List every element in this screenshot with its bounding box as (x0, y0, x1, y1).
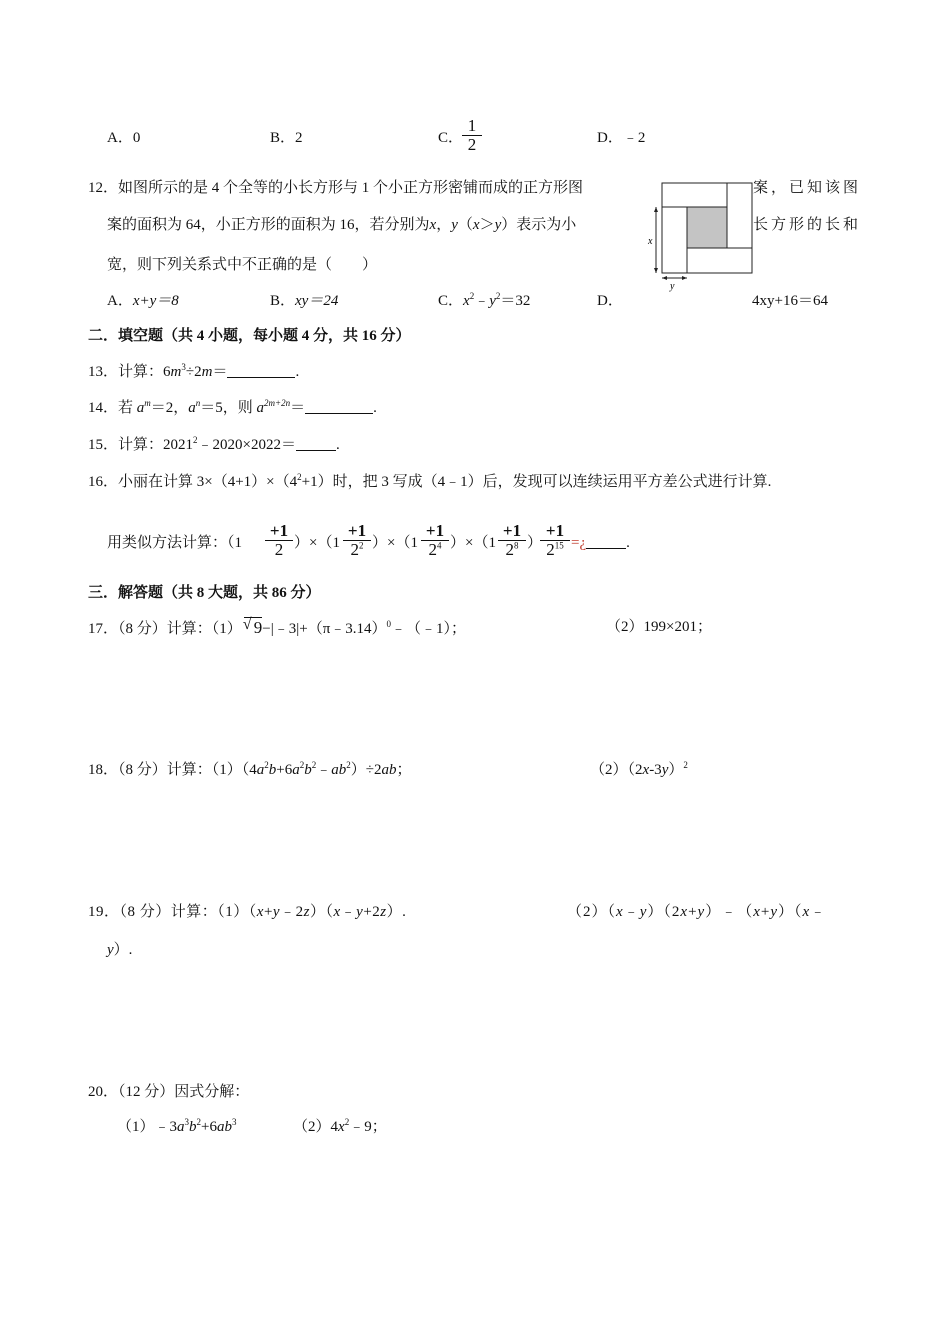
q16-separator: ）×（1 (450, 535, 496, 551)
q14-end: . (373, 400, 377, 416)
arrow-right-icon (682, 276, 687, 280)
q17-expr-end: ﹣（﹣1）； (391, 621, 467, 637)
q12-square-figure (645, 180, 757, 292)
exponent: m (144, 398, 151, 408)
fraction-denominator: $2^8$ (505, 540, 519, 559)
section2-heading: 二．填空题（共 4 小题，每小题 4 分，共 16 分） (88, 328, 411, 344)
fraction-denominator: $2^{15}$ (546, 540, 564, 559)
exponent: 3 (181, 362, 186, 372)
q11-option-c-label: C． (438, 130, 464, 146)
q13-eq: ＝ (212, 364, 228, 380)
var-a: a (136, 400, 145, 416)
q12-option-b (270, 291, 338, 311)
q16-line2-prefix: 用类似方法计算：（1 (107, 535, 243, 551)
q12-line2-text: 案的面积为 64，小正方形的面积为 16，若分别为 (107, 217, 430, 233)
q20-heading: 20．（12 分）因式分解： (88, 1084, 250, 1100)
exponent: 2 (193, 435, 198, 445)
fraction-numerator: 1 (462, 117, 482, 136)
q16-fraction-1 (265, 522, 293, 559)
fraction-numerator: +1 (498, 522, 526, 541)
q17-text: 17．（8 分）计算：（1） (88, 621, 242, 637)
q15 (88, 435, 340, 455)
q19-part1: 19．（8 分）计算：（1）（x+y﹣2z）（x﹣y+2z）. (88, 904, 407, 920)
q16-line1 (88, 472, 771, 492)
answer-blank[interactable] (227, 363, 295, 378)
q13-end: . (295, 364, 300, 380)
exponent: 2m+2n (264, 398, 291, 408)
exponent: 2 (683, 760, 688, 770)
exponent: 0 (386, 619, 392, 629)
option-letter: C． (438, 293, 464, 309)
answer-blank[interactable] (296, 436, 336, 451)
q11-option-c-fraction (462, 117, 482, 154)
q18-text: 18．（8 分）计算：（1）（4 (88, 762, 257, 778)
q17-part1 (88, 617, 466, 639)
fraction-numerator: +1 (343, 522, 371, 541)
q13-text: 13．计算：6 (88, 364, 171, 380)
var-y: y (494, 217, 502, 233)
answer-blank[interactable] (305, 399, 373, 414)
q13 (88, 362, 299, 382)
q19-part2: （2）（x﹣y）（2x+y）﹣（x+y）（x﹣ (567, 904, 827, 920)
q16-placeholder-glyph: ¿ (579, 535, 587, 551)
q12-option-d-label: D． (597, 293, 623, 309)
fraction-numerator: +1 (265, 522, 293, 541)
q14 (88, 398, 377, 418)
exponent: 2 (297, 472, 302, 482)
option-expression: x+y＝8 (132, 293, 179, 309)
q19-line2: y）. (107, 942, 133, 958)
q16-fraction-2 (343, 522, 371, 559)
q16-separator: ） (527, 535, 543, 551)
q18-part2-text: （2）（2 (590, 762, 643, 778)
q12-line1: 12．如图所示的是 4 个全等的小长方形与 1 个小正方形密铺而成的正方形图 (88, 180, 584, 196)
q11-option-b: B．2 (270, 130, 303, 146)
q12-line2-paren: （ (457, 217, 473, 233)
q12-line3: 宽，则下列关系式中不正确的是（ ） (107, 257, 378, 273)
rect-left (662, 207, 687, 273)
rect-right (727, 183, 752, 248)
q16-fraction-5 (540, 522, 570, 559)
q12-line2-rest: ）表示为小 (501, 217, 577, 233)
arrow-down-icon (654, 268, 658, 273)
q12-option-a (107, 291, 179, 311)
q20-part1: $(1)﹣3a^3b^2+6ab^3$ (117, 1117, 237, 1135)
q18-part1: 18．（8 分）计算：$(1)(4a^2b+6a^2b^2﹣ab^2)\div 2ab$； (88, 760, 412, 778)
q17-part2: （2）199×201； (606, 619, 712, 635)
rect-top (662, 183, 727, 207)
fraction-numerator: +1 (421, 522, 449, 541)
q16-fraction-3 (421, 522, 449, 559)
answer-blank[interactable] (586, 534, 626, 549)
q18-part2-close: ） (668, 762, 684, 778)
q11-option-a: A．0 (107, 130, 141, 146)
q15-end: . (335, 437, 340, 453)
q16-fraction-4 (498, 522, 526, 559)
q12-line1-right: 案，已知该图 (753, 180, 862, 196)
fraction-denominator: $2^2$ (350, 540, 364, 559)
arrow-left-icon (662, 276, 667, 280)
q12-line2 (107, 215, 576, 235)
option-letter: B． (270, 293, 296, 309)
var-y: y (661, 762, 669, 778)
q15-rest: ﹣2020×2022＝ (197, 437, 296, 453)
q14-text: ＝5，则 (200, 400, 257, 416)
q14-text: ＝2， (150, 400, 189, 416)
fraction-numerator: +1 (540, 522, 570, 541)
q16-text-rest: +1）时，把 3 写成（4﹣1）后，发现可以连续运用平方差公式进行计算. (301, 474, 772, 490)
fraction-denominator: 2 (467, 135, 477, 154)
option-letter: A． (107, 293, 133, 309)
var-m: m (201, 364, 213, 380)
q16-separator: ）×（1 (372, 535, 418, 551)
q12-option-d-expr: 4xy+16＝64 (752, 293, 828, 309)
exponent: n (195, 398, 201, 408)
var-a: a (188, 400, 196, 416)
q16-separator: ）×（1 (294, 535, 340, 551)
var-a: a (256, 400, 265, 416)
q17-expr: −|﹣3|+（π﹣3.14） (262, 621, 387, 637)
q16-answer (571, 533, 630, 553)
sqrt-icon: √ 9 (242, 616, 263, 637)
q12-line2-right: 长方形的长和 (753, 217, 862, 233)
fraction-denominator: $2^4$ (428, 540, 442, 559)
var-m: m (170, 364, 182, 380)
fraction-denominator: 2 (274, 540, 284, 559)
figure-label-y: y (670, 281, 675, 292)
q16-eq: = (571, 535, 580, 551)
arrow-up-icon (654, 207, 658, 212)
q16-text: 16．小丽在计算 3×（4+1）×（4 (88, 474, 298, 490)
section3-heading: 三．解答题（共 8 大题，共 86 分） (88, 585, 321, 601)
q20-part2: $(2)4x^2﹣9$； (293, 1117, 387, 1135)
q18-part2 (590, 760, 688, 780)
q12-line2-gt: ＞ (479, 217, 495, 233)
rect-bottom (687, 248, 752, 273)
q12-line2-comma: ， (436, 217, 452, 233)
var-x: x (642, 762, 650, 778)
var-y: y (451, 217, 458, 233)
q11-option-d: D．﹣2 (597, 130, 646, 146)
q12-option-c: C．$x^2﹣y^2=32$ (438, 291, 531, 309)
var-x: x (472, 217, 480, 233)
option-expression: xy＝24 (295, 293, 339, 309)
figure-label-x: x (648, 236, 653, 247)
q18-part2-op: -3 (649, 762, 662, 778)
small-square (687, 207, 727, 248)
q13-mid: ÷2 (185, 364, 202, 380)
q16-end: . (626, 535, 630, 551)
q14-text: 14．若 (88, 400, 137, 416)
q15-text: 15．计算：2021 (88, 437, 194, 453)
var-x: x (429, 217, 437, 233)
q14-eq: ＝ (290, 400, 306, 416)
